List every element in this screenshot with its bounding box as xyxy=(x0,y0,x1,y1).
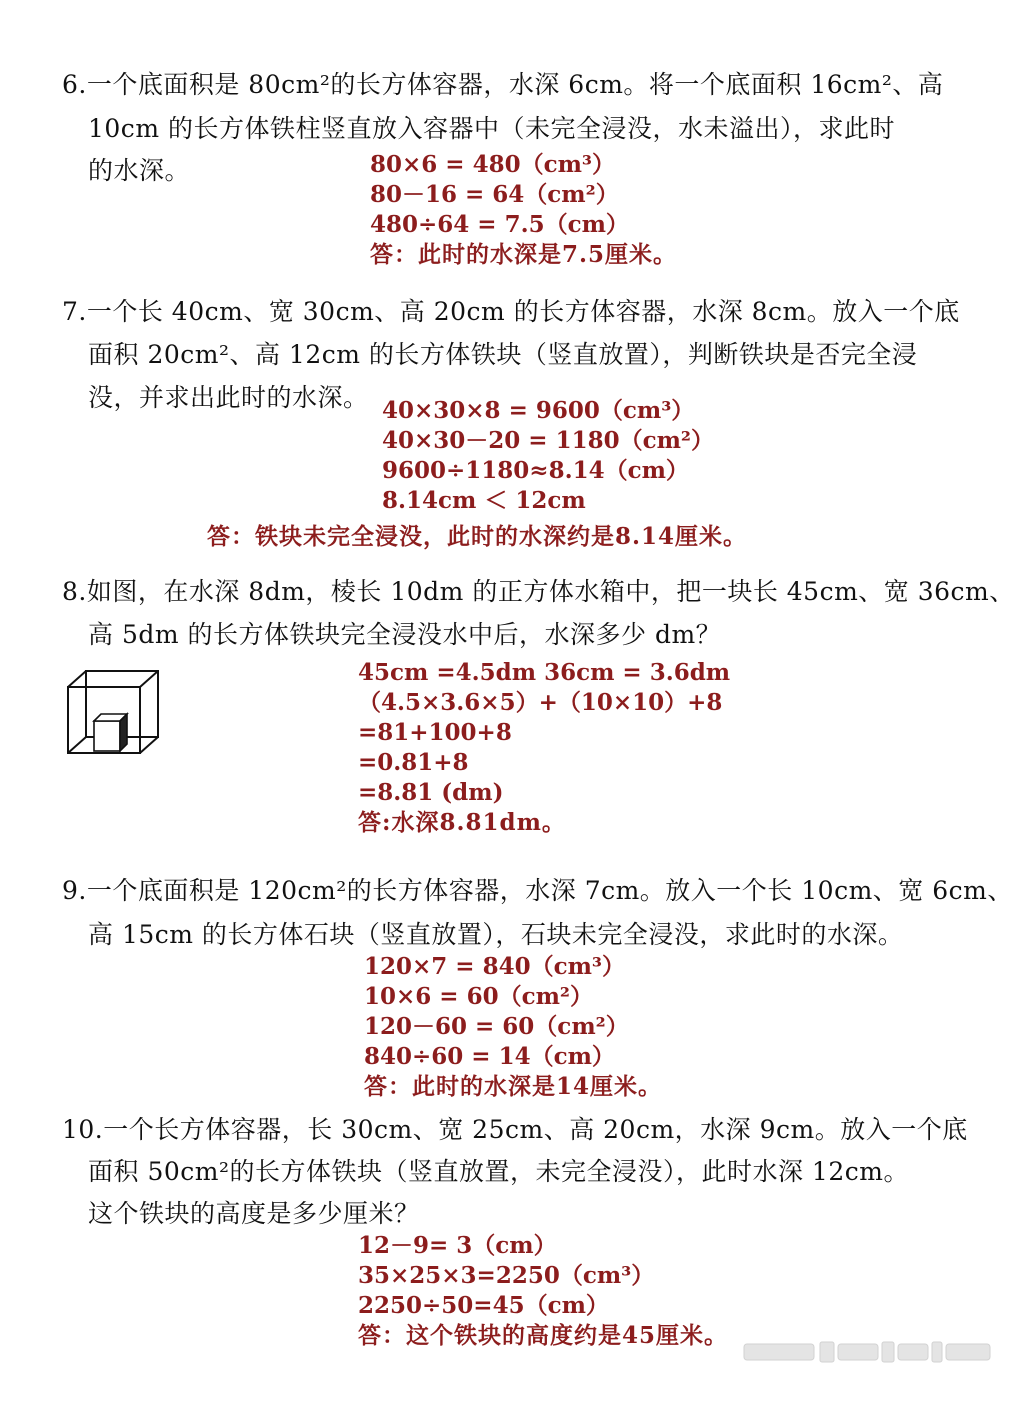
solution-line: 10×6 = 60（cm²） xyxy=(364,983,593,1010)
solution-line: 8.14cm ＜ 12cm xyxy=(382,487,586,514)
problem-10-line-2: 面积 50cm²的长方体铁块（竖直放置，未完全浸没），此时水深 12cm。 xyxy=(88,1157,909,1186)
solution-line: 40×30－20 = 1180（cm²） xyxy=(382,427,715,454)
answer-line: 答：此时的水深是14厘米。 xyxy=(364,1073,663,1100)
solution-line: 120×7 = 840（cm³） xyxy=(364,953,625,980)
solution-line: 120－60 = 60（cm²） xyxy=(364,1013,629,1040)
solution-line: 40×30×8 = 9600（cm³） xyxy=(382,397,695,424)
problem-10-solution xyxy=(358,1231,728,1351)
solution-line: 35×25×3=2250（cm³） xyxy=(358,1262,655,1289)
solution-line: =8.81 (dm) xyxy=(358,779,504,806)
problem-6-line-1: 6.一个底面积是 80cm²的长方体容器，水深 6cm。将一个底面积 16cm²、高 xyxy=(62,70,944,99)
problem-6-line-3: 的水深。 xyxy=(88,156,191,185)
problem-8-solution xyxy=(358,658,730,838)
solution-line: 840÷60 = 14（cm） xyxy=(364,1043,615,1070)
solution-line: 9600÷1180≈8.14（cm） xyxy=(382,457,689,484)
solution-line: =0.81+8 xyxy=(358,749,469,776)
problem-8-line-1: 8.如图，在水深 8dm，棱长 10dm 的正方体水箱中，把一块长 45cm、宽 36cm、 xyxy=(62,577,1015,606)
solution-line: 80×6 = 480（cm³） xyxy=(370,151,615,178)
answer-line: 答：此时的水深是7.5厘米。 xyxy=(370,241,678,268)
problem-9-line-2: 高 15cm 的长方体石块（竖直放置），石块未完全浸没，求此时的水深。 xyxy=(88,920,904,949)
answer-line: 答:水深8.81dm。 xyxy=(358,809,566,836)
solution-line: （4.5×3.6×5）+（10×10）+8 xyxy=(358,689,723,716)
solution-line: 80－16 = 64（cm²） xyxy=(370,181,619,208)
problem-10-line-3: 这个铁块的高度是多少厘米？ xyxy=(88,1199,420,1228)
solution-line: 45cm =4.5dm 36cm = 3.6dm xyxy=(358,659,731,686)
problem-8-line-2: 高 5dm 的长方体铁块完全浸没水中后，水深多少 dm？ xyxy=(88,620,722,649)
solution-line: 480÷64 = 7.5（cm） xyxy=(370,211,629,238)
problem-6-solution xyxy=(370,150,677,270)
problem-7-solution xyxy=(382,396,714,516)
answer-line: 答：铁块未完全浸没，此时的水深约是8.14厘米。 xyxy=(207,523,748,550)
solution-line: 12－9= 3（cm） xyxy=(358,1232,557,1259)
problem-7-line-1: 7.一个长 40cm、宽 30cm、高 20cm 的长方体容器，水深 8cm。放入一个底 xyxy=(62,297,960,326)
answer-line: 答：这个铁块的高度约是45厘米。 xyxy=(358,1322,729,1349)
problem-9-line-1: 9.一个底面积是 120cm²的长方体容器，水深 7cm。放入一个长 10cm、宽 6cm、 xyxy=(62,876,1013,905)
watermark-logo-icon xyxy=(742,1340,992,1364)
problem-7-line-2: 面积 20cm²、高 12cm 的长方体铁块（竖直放置），判断铁块是否完全浸 xyxy=(88,340,918,369)
problem-6-line-2: 10cm 的长方体铁柱竖直放入容器中（未完全浸没，水未溢出），求此时 xyxy=(88,114,895,143)
problem-9-solution xyxy=(364,952,662,1102)
problem-7-answer xyxy=(207,522,747,552)
problem-10-line-1: 10.一个长方体容器，长 30cm、宽 25cm、高 20cm，水深 9cm。放入一个底 xyxy=(62,1115,968,1144)
cube-figure-icon xyxy=(62,667,162,759)
problem-7-line-3: 没，并求出此时的水深。 xyxy=(88,383,369,412)
solution-line: =81+100+8 xyxy=(358,719,512,746)
solution-line: 2250÷50=45（cm） xyxy=(358,1292,609,1319)
